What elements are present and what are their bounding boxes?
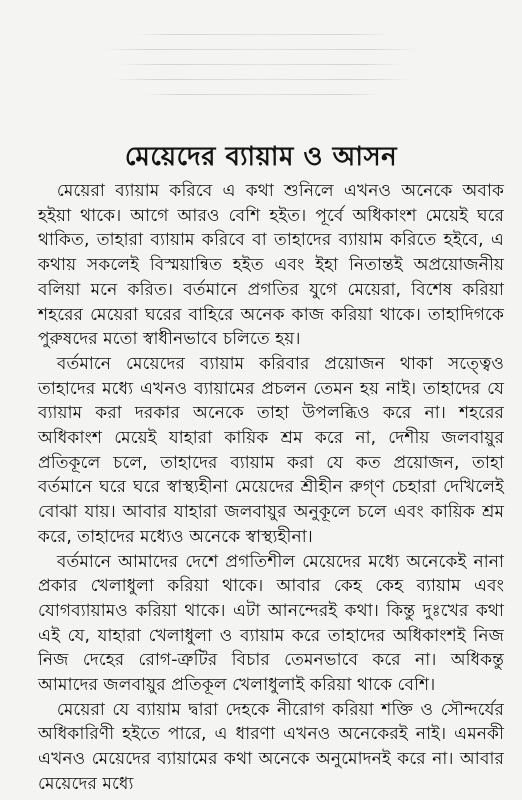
show-through-text xyxy=(60,20,462,115)
paragraph: মেয়েরা ব্যায়াম করিবে এ কথা শুনিলে এখনও অনেকে অবাক হইয়া থাকে। আগে আরও বেশি হইত। পূর্বে অধিকাংশ মেয়েই ঘরে থাকিত, তাহারা ব্যায়াম করিবে বা তাহাদের ব্যায়াম করিতে হইবে, এ কথায় সকলেই বিস্ময়ান্বিত হইত এবং ইহা নিতান্তই অপ্রয়োজনীয় বলিয়া মনে করিত। বর্তমানে প্রগতির যুগে মেয়েরা, বিশেষ করিয়া শহরের মেয়েরা ঘরের বাহিরে অনেক কাজ করিয়া থাকে। তাহাদিগকে পুরুষদের মতো স্বাধীনভাবে চলিতে হয়। xyxy=(38,181,504,350)
show-through-line xyxy=(120,64,401,65)
paragraph: মেয়েরা যে ব্যায়াম দ্বারা দেহকে নীরোগ করিয়া শক্তি ও সৌন্দর্যের অধিকারিণী হইতে পারে, এ ধারণা এখনও অনেকেরই নাই। এমনকী এখনও মেয়েদের ব্যায়ামের কথা অনেকে অনুমোদনই করে না। আবার মেয়েদের মধ্যে xyxy=(38,699,504,794)
show-through-line xyxy=(112,79,409,80)
chapter-title: মেয়েদের ব্যায়াম ও আসন xyxy=(124,142,398,172)
paragraph: বর্তমানে মেয়েদের ব্যায়াম করিবার প্রয়োজন থাকা সত্ত্বেও তাহাদের মধ্যে এখনও ব্যায়ামের প্রচলন তেমন হয় নাই। তাহাদের যে ব্যায়াম করা দরকার অনেকে তাহা উপলব্ধিও করে না। শহরের অধিকাংশ মেয়েই যাহারা কায়িক শ্রম করে না, দেশীয় জলবায়ুর প্রতিকূলে চলে, তাহাদের ব্যায়াম করা যে কত প্রয়োজন, তাহা বর্তমানে ঘরে ঘরে স্বাস্থ্যহীনা মেয়েদের শ্রীহীন রুগ্ণ চেহারা দেখিলেই বোঝা যায়। আবার যাহারা জলবায়ুর অনুকূলে চলে এবং কায়িক শ্রম করে, তাহাদের মধ্যেও অনেকে স্বাস্থ্যহীনা। xyxy=(38,353,504,547)
show-through-line xyxy=(144,94,377,95)
paragraph: বর্তমানে আমাদের দেশে প্রগতিশীল মেয়েদের মধ্যে অনেকেই নানা প্রকার খেলাধুলা করিয়া থাকে। আবার কেহ কেহ ব্যায়াম এবং যোগব্যায়ামও করিয়া থাকে। এটা আনন্দেরই কথা। কিন্তু দুঃখের কথা এই যে, যাহারা খেলাধুলা ও ব্যায়াম করে তাহাদের অধিকাংশই নিজ নিজ দেহের রোগ-ত্রুটির বিচার তেমনভাবে করে না। অধিকন্তু আমাদের জলবায়ুর প্রতিকূল খেলাধুলাই করিয়া থাকে বেশি। xyxy=(38,551,504,696)
show-through-line xyxy=(104,49,418,50)
show-through-line xyxy=(136,34,385,35)
body-text xyxy=(38,179,504,797)
